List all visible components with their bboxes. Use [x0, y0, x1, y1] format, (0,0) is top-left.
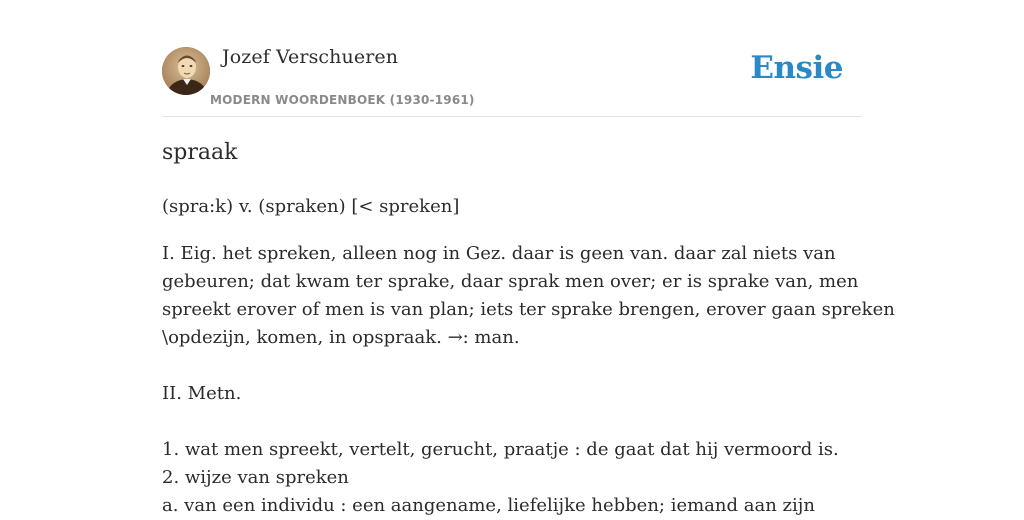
portrait-icon [162, 47, 210, 95]
entry-body [162, 193, 895, 520]
definition-line: II. Metn. [162, 383, 242, 404]
definition-line: a. van een individu : een aangename, liefelijke hebben; iemand aan zijn [162, 495, 815, 516]
definition [162, 240, 895, 520]
definition-line: 2. wijze van spreken [162, 467, 349, 488]
source-title[interactable]: MODERN WOORDENBOEK (1930-1961) [210, 93, 475, 107]
avatar[interactable] [162, 47, 210, 95]
page [162, 0, 895, 516]
definition-line: I. Eig. het spreken, alleen nog in Gez. daar is geen van. daar zal niets van [162, 243, 836, 264]
definition-gap [162, 352, 862, 380]
definition-line: 1. wat men spreekt, vertelt, gerucht, praatje : de gaat dat hij vermoord is. [162, 439, 839, 460]
pronunciation: (spra:k) v. (spraken) [< spreken] [162, 196, 460, 217]
definition-line: \opdezijn, komen, in opspraak. →: man. [162, 327, 520, 348]
header [162, 0, 862, 117]
definition-line: gebeuren; dat kwam ter sprake, daar sprak men over; er is sprake van, men [162, 271, 859, 292]
author-name[interactable]: Jozef Verschueren [222, 46, 399, 68]
ensie-logo[interactable]: Ensie [750, 50, 843, 86]
definition-line: spreekt erover of men is van plan; iets ter sprake brengen, erover gaan spreken [162, 299, 895, 320]
headword: spraak [162, 140, 238, 165]
definition-gap [162, 408, 862, 436]
